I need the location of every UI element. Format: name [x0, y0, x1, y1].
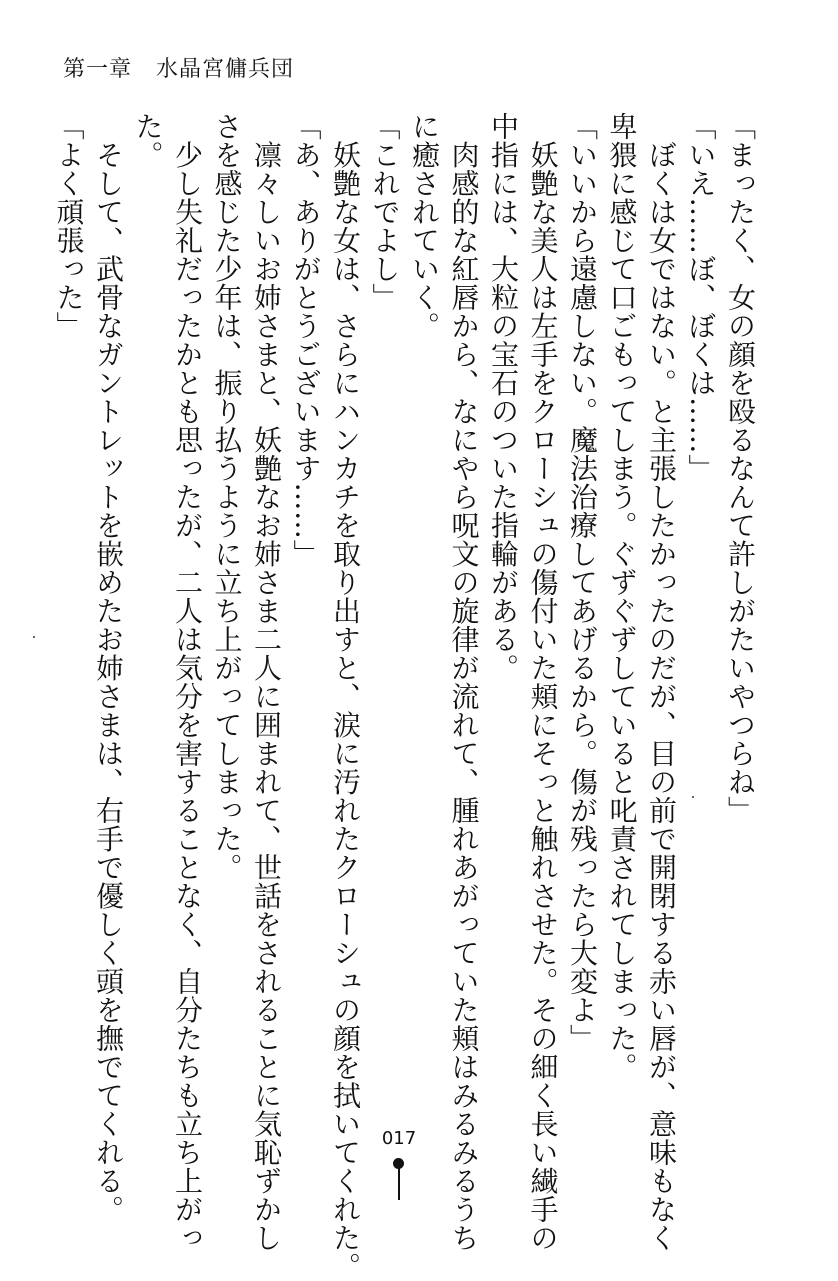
text-column: た。	[131, 112, 165, 169]
text-column: 「いえ……ぼ、ぼくは……」	[684, 112, 718, 483]
text-column: 「まったく、女の顔を殴るなんて許しがたいやつらね」	[724, 112, 757, 825]
text-column: に癒されていく。	[408, 112, 441, 340]
running-header	[63, 52, 294, 83]
chapter-label: 第一章	[63, 57, 133, 82]
text-column: 中指には、大粒の宝石のついた指輪がある。	[487, 112, 520, 682]
text-column: 妖艶な美人は左手をクローシュの傷付いた頬にそっと触れさせた。その細く長い繊手の	[526, 112, 560, 1252]
text-column: 妖艶な女は、さらにハンカチを取り出すと、涙に汚れたクローシュの顔を拭いてくれた。	[329, 112, 362, 1281]
text-column: そして、武骨なガントレットを嵌めたお姉さまは、右手で優しく頭を撫でてくれる。	[92, 112, 125, 1224]
text-column: ぼくは女ではない。と主張したかったのだが、目の前で開閉する赤い唇が、意味もなく	[645, 112, 678, 1252]
text-column: 「これでよし」	[368, 112, 402, 312]
page-marker-line	[398, 1168, 400, 1200]
text-column: さを感じた少年は、振り払うように立ち上がってしまった。	[210, 112, 244, 882]
scan-speck	[692, 796, 694, 798]
page-number: 017	[381, 1128, 417, 1149]
text-column: 卑猥に感じて口ごもってしまう。ぐずぐずしていると叱責されてしまった。	[605, 112, 639, 1081]
chapter-title: 水晶宮傭兵団	[156, 57, 295, 82]
text-column: 「いいから遠慮しない。魔法治療してあげるから。傷が残ったら大変よ」	[566, 112, 599, 1053]
text-column: 凛々しいお姉さまと、妖艶なお姉さま二人に囲まれて、世話をされることに気恥ずかし	[250, 112, 283, 1252]
scan-speck	[33, 636, 35, 638]
text-column: 「よく頑張った」	[52, 112, 86, 340]
text-column: 「あ、ありがとうございます……」	[289, 112, 323, 568]
text-column: 肉感的な紅唇から、なにやら呪文の旋律が流れて、腫れあがっていた頬はみるみるうち	[447, 112, 481, 1252]
text-column: 少し失礼だったかとも思ったが、二人は気分を害することなく、自分たちも立ち上がっ	[171, 112, 204, 1252]
